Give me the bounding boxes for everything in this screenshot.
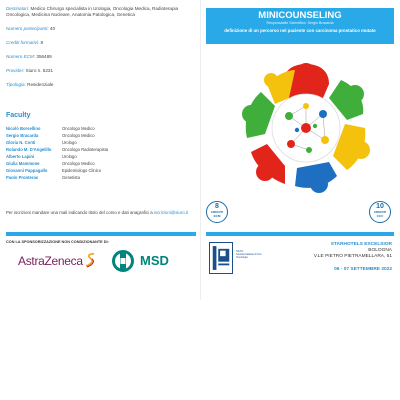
info-value: 40 [49, 26, 56, 31]
info-destinatari [6, 6, 196, 18]
info-value: Medico Chirurgo specialista in Urologia, Oncologia Medica, Radioterapia Oncologica, Medicina Nucleare, Anatomia Patologica, Genetica [6, 6, 179, 17]
venue-address: V.LE PIETRO PIETRAMELLARA, 51 [313, 254, 392, 260]
faculty-title: Faculty [6, 112, 31, 119]
divider-bar [206, 232, 394, 236]
credits-ccc-badge [369, 201, 391, 223]
faculty-role: Urologo [62, 154, 77, 159]
info-label: Provider: [6, 68, 25, 73]
info-ecm [6, 54, 196, 60]
info-provider [6, 68, 196, 74]
contact-instructions: Per iscrizioni mandare una mail indicando titolo del corso e dati anagrafici a [6, 210, 153, 215]
event-title: MINICOUNSELING [258, 10, 342, 21]
contact-email-link[interactable]: iscrizioni@siuro.it [153, 210, 189, 215]
faculty-role: Genetista [62, 175, 80, 180]
course-info [6, 6, 196, 96]
msd-logo-text: MSD [140, 253, 169, 268]
event-responsabile: Responsabile Scientifico: Sergio Bracarda [266, 21, 334, 25]
faculty-row [6, 174, 186, 181]
astrazeneca-swirl-icon [84, 252, 96, 268]
info-partecipanti [6, 26, 196, 32]
info-label: Tipologia: [6, 82, 26, 87]
astrazeneca-logo-text: AstraZeneca [18, 254, 83, 268]
faculty-row [6, 132, 186, 139]
info-value: Residenziale [27, 82, 54, 87]
faculty-row [6, 153, 186, 160]
info-label: Numero partecipanti: [6, 26, 49, 31]
faculty-name: Paolo Pronteras [6, 175, 39, 180]
sponsor-label: CON LA SPONSORIZZAZIONE NON CONDIZIONANTE DI: [6, 240, 109, 244]
info-value: 356489 [36, 54, 52, 59]
faculty-list [6, 125, 186, 181]
msd-emblem-icon [110, 250, 136, 272]
info-value: Siuro n. 5231 [25, 68, 53, 73]
credits-ccc-number: 10 [376, 203, 384, 210]
info-label: Numero ECM: [6, 54, 36, 59]
faculty-role: Urologo [62, 140, 77, 145]
siuro-fullname: Società Italiana di Uro-Oncologia [236, 253, 263, 260]
venue-city: BOLOGNA [368, 248, 392, 254]
info-value: 8 [40, 40, 44, 45]
faculty-row [6, 146, 186, 153]
credits-ecm-line2: ECM [213, 213, 221, 218]
faculty-role: Oncologo Medico [62, 126, 95, 131]
faculty-name: Rolando M. D'Angelillo [6, 147, 52, 152]
faculty-role: Epidemiologo Clinico [62, 168, 102, 173]
info-label: Destinatari: [6, 6, 30, 11]
venue-dates: 06 - 07 SETTEMBRE 2022 [334, 266, 392, 272]
fold-line [200, 0, 201, 300]
siuro-name: SIUrO [236, 250, 244, 253]
faculty-name: Alberto Lapini [6, 154, 35, 159]
contact-text [6, 210, 196, 216]
event-subtitle: definizione di un percorso nel paziente con carcinoma prostatico mutato [224, 28, 376, 33]
info-tipologia [6, 82, 196, 88]
faculty-name: Giovanni Pappagallo [6, 168, 48, 173]
credits-ccc-line1: CREDITI [373, 210, 387, 214]
people-circle-icon [237, 58, 375, 196]
venue-hotel: STARHOTELS EXCELSIOR [330, 242, 392, 247]
divider-bar [6, 232, 196, 236]
credits-ecm-number: 8 [215, 203, 219, 210]
info-label: Crediti formativi: [6, 40, 40, 45]
faculty-role: Oncologo Medico [62, 133, 95, 138]
siuro-logo-icon [209, 242, 233, 274]
siuro-caption [236, 250, 272, 260]
credits-ecm-line1: CREDITI [210, 210, 224, 214]
faculty-row [6, 160, 186, 167]
faculty-row [6, 125, 186, 132]
faculty-role: Oncologo Medico [62, 161, 95, 166]
faculty-row [6, 139, 186, 146]
info-crediti [6, 40, 196, 46]
credits-ccc-line2: CCC [376, 213, 384, 218]
faculty-name: Nicolò Borsellino [6, 126, 41, 131]
faculty-name: Gloria N. Conti [6, 140, 36, 145]
faculty-row [6, 167, 186, 174]
faculty-role: Oncologo Radioterapista [62, 147, 109, 152]
faculty-name: Sergio Bracarda [6, 133, 39, 138]
venue-block [270, 242, 392, 273]
credits-ecm-badge [206, 201, 228, 223]
faculty-name: Giulia Mammone [6, 161, 40, 166]
